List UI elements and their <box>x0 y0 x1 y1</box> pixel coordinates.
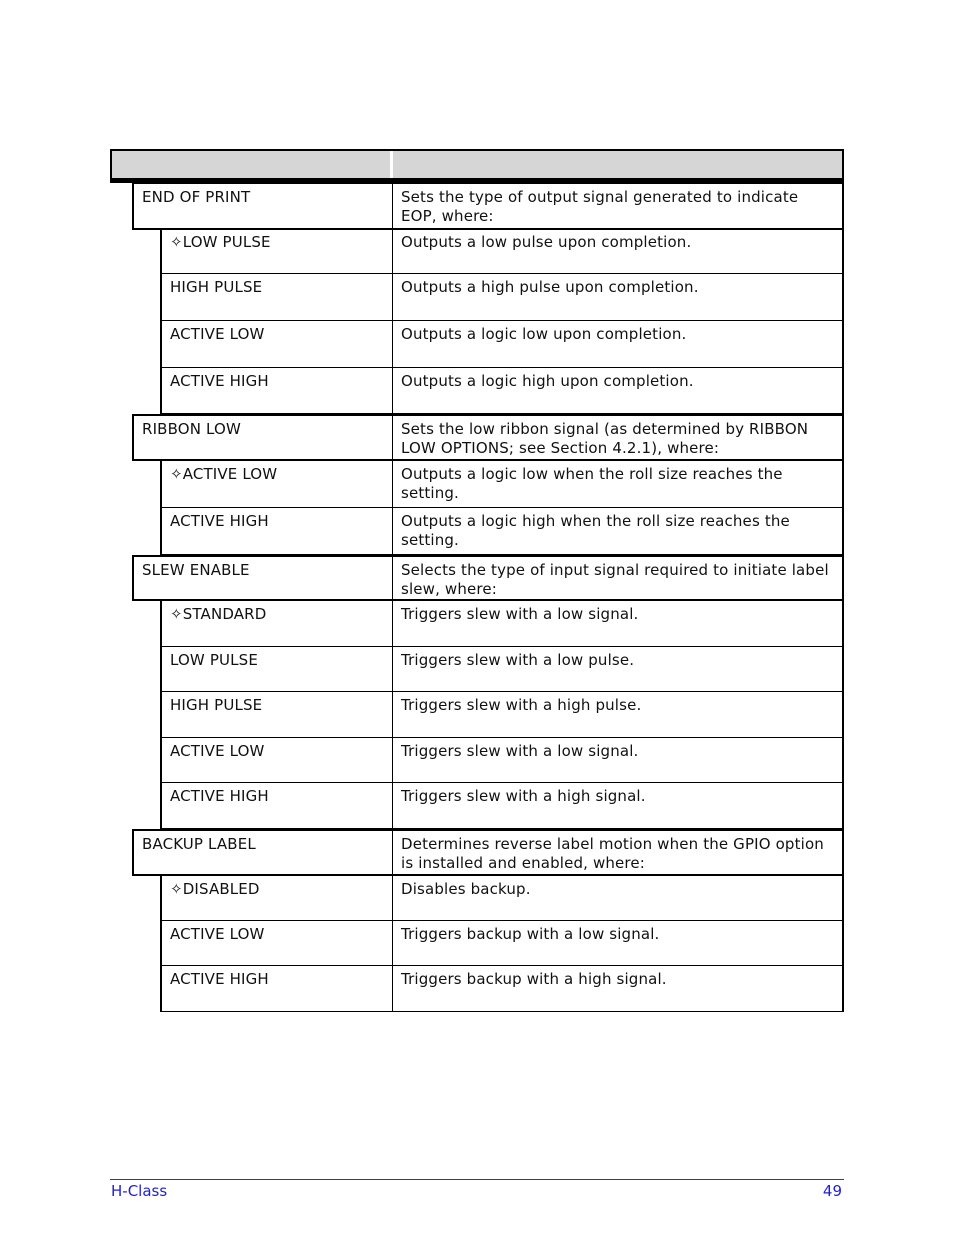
table-row-option <box>160 738 844 783</box>
table-row-option <box>160 274 844 321</box>
table-row-option <box>160 876 844 921</box>
table-row-option <box>160 321 844 368</box>
setting-description-cell: Triggers backup with a low signal. <box>401 925 660 943</box>
setting-name-cell: BACKUP LABEL <box>142 835 256 853</box>
footer-rule <box>110 1179 844 1180</box>
table-row-option <box>160 368 844 414</box>
table-row-option <box>160 508 844 555</box>
setting-name-cell: ✧STANDARD <box>170 605 267 623</box>
page-number: 49 <box>822 1182 842 1200</box>
setting-description-cell: Triggers slew with a low signal. <box>401 742 639 760</box>
setting-name-cell: ACTIVE HIGH <box>170 372 269 390</box>
setting-description-cell: Outputs a low pulse upon completion. <box>401 233 692 251</box>
setting-name-cell: ACTIVE HIGH <box>170 787 269 805</box>
setting-description-cell: Determines reverse label motion when the GPIO option is installed and enabled, where: <box>401 835 824 872</box>
setting-description-cell: Outputs a logic low when the roll size reaches the setting. <box>401 465 783 502</box>
table-row-option <box>160 647 844 692</box>
setting-name-cell: ACTIVE HIGH <box>170 512 269 530</box>
table-row-option <box>160 966 844 1012</box>
table-row-option <box>160 601 844 647</box>
setting-name-cell: ✧DISABLED <box>170 880 260 898</box>
setting-description-cell: Outputs a logic high when the roll size reaches the setting. <box>401 512 790 549</box>
table-row-setting <box>132 829 844 876</box>
setting-name-cell: RIBBON LOW <box>142 420 241 438</box>
table-row-option <box>160 229 844 274</box>
setting-description-cell: Triggers backup with a high signal. <box>401 970 667 988</box>
setting-description-cell: Sets the low ribbon signal (as determined by RIBBON LOW OPTIONS; see Section 4.2.1), where: <box>401 420 809 457</box>
setting-description-cell: Triggers slew with a high pulse. <box>401 696 642 714</box>
table-row-option <box>160 692 844 738</box>
table-row-option <box>160 461 844 508</box>
setting-description-cell: Triggers slew with a low signal. <box>401 605 639 623</box>
setting-description-cell: Triggers slew with a high signal. <box>401 787 646 805</box>
setting-name-cell: ✧ACTIVE LOW <box>170 465 278 483</box>
setting-name-cell: ACTIVE LOW <box>170 925 265 943</box>
table-header <box>110 149 844 180</box>
setting-name-cell: LOW PULSE <box>170 651 258 669</box>
setting-name-cell: HIGH PULSE <box>170 696 263 714</box>
setting-description-cell: Selects the type of input signal required to initiate label slew, where: <box>401 561 829 598</box>
setting-description-cell: Outputs a logic low upon completion. <box>401 325 687 343</box>
table-row-setting <box>132 414 844 461</box>
setting-description-cell: Sets the type of output signal generated to indicate EOP, where: <box>401 188 799 225</box>
table-row-setting <box>132 555 844 601</box>
setting-name-cell: ACTIVE LOW <box>170 742 265 760</box>
table-row-option <box>160 783 844 829</box>
footer-product-name: H-Class <box>111 1182 168 1200</box>
table-row-setting <box>132 182 844 230</box>
setting-description-cell: Outputs a high pulse upon completion. <box>401 278 699 296</box>
table-header-divider <box>390 151 393 178</box>
setting-name-cell: HIGH PULSE <box>170 278 263 296</box>
setting-name-cell: ACTIVE LOW <box>170 325 265 343</box>
setting-name-cell: ACTIVE HIGH <box>170 970 269 988</box>
setting-description-cell: Disables backup. <box>401 880 531 898</box>
setting-description-cell: Triggers slew with a low pulse. <box>401 651 635 669</box>
setting-name-cell: SLEW ENABLE <box>142 561 250 579</box>
setting-name-cell: END OF PRINT <box>142 188 251 206</box>
setting-description-cell: Outputs a logic high upon completion. <box>401 372 694 390</box>
setting-name-cell: ✧LOW PULSE <box>170 233 271 251</box>
table-row-option <box>160 921 844 966</box>
